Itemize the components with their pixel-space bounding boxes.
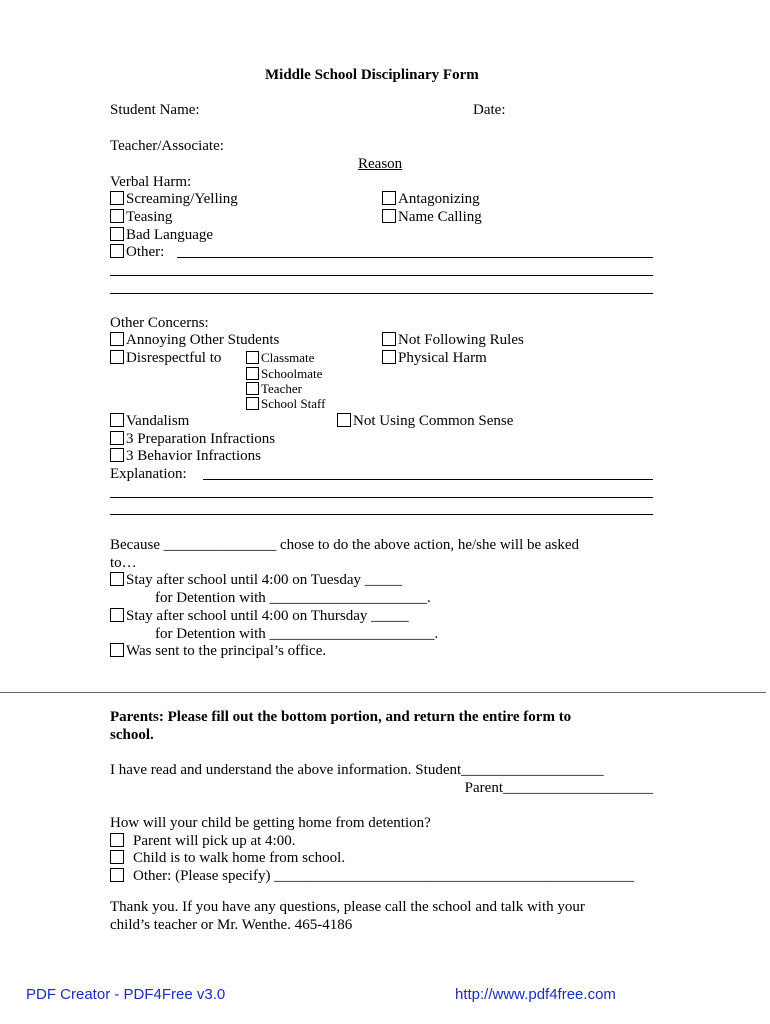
checkbox-item-other[interactable]: Other: xyxy=(110,243,164,261)
fill-line[interactable] xyxy=(110,514,653,515)
checkbox-item-classmate[interactable]: Classmate xyxy=(246,350,314,365)
closing-line1: Thank you. If you have any questions, please call the school and talk with your xyxy=(110,899,585,915)
checkbox-item-not-following-rules[interactable]: Not Following Rules xyxy=(382,331,524,349)
checkbox[interactable] xyxy=(110,227,124,241)
checkbox[interactable] xyxy=(382,332,396,346)
checkbox-item-bad-language[interactable]: Bad Language xyxy=(110,226,213,244)
section-divider xyxy=(0,692,766,693)
closing-line2: child’s teacher or Mr. Wenthe. 465-4186 xyxy=(110,917,353,933)
student-name-label: Student Name: xyxy=(110,102,200,118)
checkbox[interactable] xyxy=(246,367,259,380)
checkbox-item-principal[interactable]: Was sent to the principal’s office. xyxy=(110,642,326,660)
checkbox-item-antagonizing[interactable]: Antagonizing xyxy=(382,190,480,208)
checkbox-item-physical-harm[interactable]: Physical Harm xyxy=(382,349,487,367)
checkbox[interactable] xyxy=(382,350,396,364)
checkbox-item-annoying[interactable]: Annoying Other Students xyxy=(110,331,279,349)
checkbox-item-disrespectful[interactable]: Disrespectful to xyxy=(110,349,221,367)
checkbox-item-walk-home[interactable]: Child is to walk home from school. xyxy=(110,849,345,867)
fill-line[interactable] xyxy=(110,293,653,294)
footer-url-link[interactable]: http://www.pdf4free.com xyxy=(455,986,616,1003)
checkbox[interactable] xyxy=(337,413,351,427)
to-line: to… xyxy=(110,555,137,571)
checkbox[interactable] xyxy=(382,209,396,223)
detention-line-1: for Detention with _____________________. xyxy=(155,590,431,606)
checkbox[interactable] xyxy=(110,332,124,346)
checkbox[interactable] xyxy=(110,448,124,462)
reason-heading: Reason xyxy=(358,156,403,172)
checkbox-item-name-calling[interactable]: Name Calling xyxy=(382,208,482,226)
checkbox[interactable] xyxy=(246,351,259,364)
checkbox[interactable] xyxy=(110,850,124,864)
checkbox-item-schoolmate[interactable]: Schoolmate xyxy=(246,366,322,381)
checkbox-item-behavior-infractions[interactable]: 3 Behavior Infractions xyxy=(110,447,261,465)
checkbox-item-other-specify[interactable]: Other: (Please specify) ________________________________________________ xyxy=(110,867,634,885)
checkbox[interactable] xyxy=(110,244,124,258)
checkbox-item-tuesday[interactable]: Stay after school until 4:00 on Tuesday _____ xyxy=(110,571,402,589)
checkbox[interactable] xyxy=(110,350,124,364)
detention-line-2: for Detention with ______________________. xyxy=(155,626,439,642)
home-question: How will your child be getting home from detention? xyxy=(110,815,431,831)
verbal-harm-heading: Verbal Harm: xyxy=(110,174,192,190)
parent-signature-line: Parent____________________ xyxy=(464,780,653,796)
checkbox[interactable] xyxy=(246,382,259,395)
checkbox[interactable] xyxy=(382,191,396,205)
date-label: Date: xyxy=(473,102,506,118)
form-title: Middle School Disciplinary Form xyxy=(265,67,479,83)
checkbox[interactable] xyxy=(110,608,124,622)
parents-instruction-line1: Parents: Please fill out the bottom portion, and return the entire form to xyxy=(110,709,572,725)
teacher-associate-label: Teacher/Associate: xyxy=(110,138,224,154)
parents-instruction-line2: school. xyxy=(110,727,154,743)
checkbox-item-thursday[interactable]: Stay after school until 4:00 on Thursday _____ xyxy=(110,607,409,625)
fill-line[interactable] xyxy=(110,275,653,276)
explanation-fill-line[interactable] xyxy=(203,479,653,480)
checkbox[interactable] xyxy=(110,643,124,657)
other-fill-line[interactable] xyxy=(177,257,653,258)
checkbox-item-screaming[interactable]: Screaming/Yelling xyxy=(110,190,238,208)
checkbox[interactable] xyxy=(110,209,124,223)
read-understand-line: I have read and understand the above information. Student___________________ xyxy=(110,762,604,778)
checkbox-item-not-using-common-sense[interactable]: Not Using Common Sense xyxy=(337,412,513,430)
other-concerns-heading: Other Concerns: xyxy=(110,315,209,331)
checkbox[interactable] xyxy=(110,191,124,205)
footer-pdf-creator: PDF Creator - PDF4Free v3.0 xyxy=(26,986,226,1003)
explanation-label: Explanation: xyxy=(110,466,187,482)
checkbox[interactable] xyxy=(246,397,259,410)
checkbox-item-vandalism[interactable]: Vandalism xyxy=(110,412,189,430)
checkbox-item-teacher[interactable]: Teacher xyxy=(246,381,302,396)
checkbox[interactable] xyxy=(110,868,124,882)
checkbox[interactable] xyxy=(110,413,124,427)
because-line: Because _______________ chose to do the above action, he/she will be asked xyxy=(110,537,580,553)
checkbox-item-parent-pickup[interactable]: Parent will pick up at 4:00. xyxy=(110,832,295,850)
checkbox[interactable] xyxy=(110,833,124,847)
fill-line[interactable] xyxy=(110,497,653,498)
checkbox[interactable] xyxy=(110,431,124,445)
checkbox-item-school-staff[interactable]: School Staff xyxy=(246,396,325,411)
checkbox-item-teasing[interactable]: Teasing xyxy=(110,208,172,226)
checkbox[interactable] xyxy=(110,572,124,586)
checkbox-item-prep-infractions[interactable]: 3 Preparation Infractions xyxy=(110,430,275,448)
